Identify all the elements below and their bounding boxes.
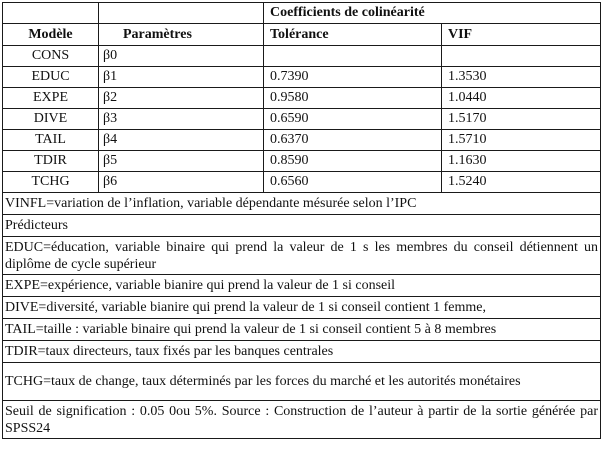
header-parametres: Paramètres: [99, 24, 264, 46]
note-text: EDUC=éducation, variable binaire qui prend la valeur de 1 s les membres du conseil détiennent un diplôme de cycle supérieur: [3, 237, 601, 275]
header-vif: VIF: [442, 24, 601, 46]
cell-vif: 1.3530: [442, 67, 601, 88]
cell-modele: DIVE: [3, 109, 99, 130]
collinearity-table: [2, 2, 601, 439]
cell-modele: TAIL: [3, 130, 99, 151]
cell-parametre: β5: [99, 151, 264, 172]
header-empty: [99, 3, 264, 24]
table-row: [3, 130, 601, 151]
cell-parametre: β6: [99, 172, 264, 193]
header-modele: Modèle: [3, 24, 99, 46]
note-row: [3, 363, 601, 401]
note-text: TDIR=taux directeurs, taux fixés par les banques centrales: [3, 341, 601, 363]
note-row: [3, 193, 601, 215]
cell-modele: TCHG: [3, 172, 99, 193]
cell-tolerance: 0.7390: [264, 67, 442, 88]
cell-vif: 1.1630: [442, 151, 601, 172]
cell-tolerance: [264, 46, 442, 67]
cell-tolerance: 0.6560: [264, 172, 442, 193]
header-tolerance: Tolérance: [264, 24, 442, 46]
cell-modele: EDUC: [3, 67, 99, 88]
note-text: EXPE=expérience, variable bianire qui prend la valeur de 1 si conseil: [3, 275, 601, 297]
header-row-top: [3, 3, 601, 24]
cell-vif: 1.5710: [442, 130, 601, 151]
table-row: [3, 46, 601, 67]
header-empty: [3, 3, 99, 24]
cell-modele: CONS: [3, 46, 99, 67]
note-text: Seuil de signification : 0.05 0ou 5%. Source : Construction de l’auteur à partir de la sortie générée par SPSS24: [3, 401, 601, 439]
cell-vif: [442, 46, 601, 67]
note-text: Prédicteurs: [3, 215, 601, 237]
note-text: TAIL=taille : variable binaire qui prend la valeur de 1 si conseil contient 5 à 8 membres: [3, 319, 601, 341]
cell-tolerance: 0.6370: [264, 130, 442, 151]
note-text: DIVE=diversité, variable bianire qui prend la valeur de 1 si conseil contient 1 femme,: [3, 297, 601, 319]
table-row: [3, 88, 601, 109]
note-row: [3, 341, 601, 363]
cell-vif: 1.0440: [442, 88, 601, 109]
cell-parametre: β0: [99, 46, 264, 67]
note-text: TCHG=taux de change, taux déterminés par les forces du marché et les autorités monétaires: [3, 363, 601, 401]
note-row: [3, 215, 601, 237]
note-row: [3, 297, 601, 319]
cell-parametre: β2: [99, 88, 264, 109]
cell-parametre: β4: [99, 130, 264, 151]
note-row: [3, 275, 601, 297]
cell-vif: 1.5170: [442, 109, 601, 130]
table-row: [3, 67, 601, 88]
table-row: [3, 109, 601, 130]
cell-vif: 1.5240: [442, 172, 601, 193]
cell-modele: EXPE: [3, 88, 99, 109]
note-row: [3, 319, 601, 341]
cell-modele: TDIR: [3, 151, 99, 172]
note-text: VINFL=variation de l’inflation, variable dépendante mésurée selon l’IPC: [3, 193, 601, 215]
table-row: [3, 151, 601, 172]
header-row-bottom: [3, 24, 601, 46]
cell-tolerance: 0.6590: [264, 109, 442, 130]
cell-tolerance: 0.8590: [264, 151, 442, 172]
cell-parametre: β3: [99, 109, 264, 130]
table-body: [3, 3, 601, 439]
cell-parametre: β1: [99, 67, 264, 88]
cell-tolerance: 0.9580: [264, 88, 442, 109]
table-row: [3, 172, 601, 193]
note-row: [3, 237, 601, 275]
note-row: [3, 401, 601, 439]
page: [2, 2, 600, 439]
header-coefficients: Coefficients de colinéarité: [264, 3, 601, 24]
